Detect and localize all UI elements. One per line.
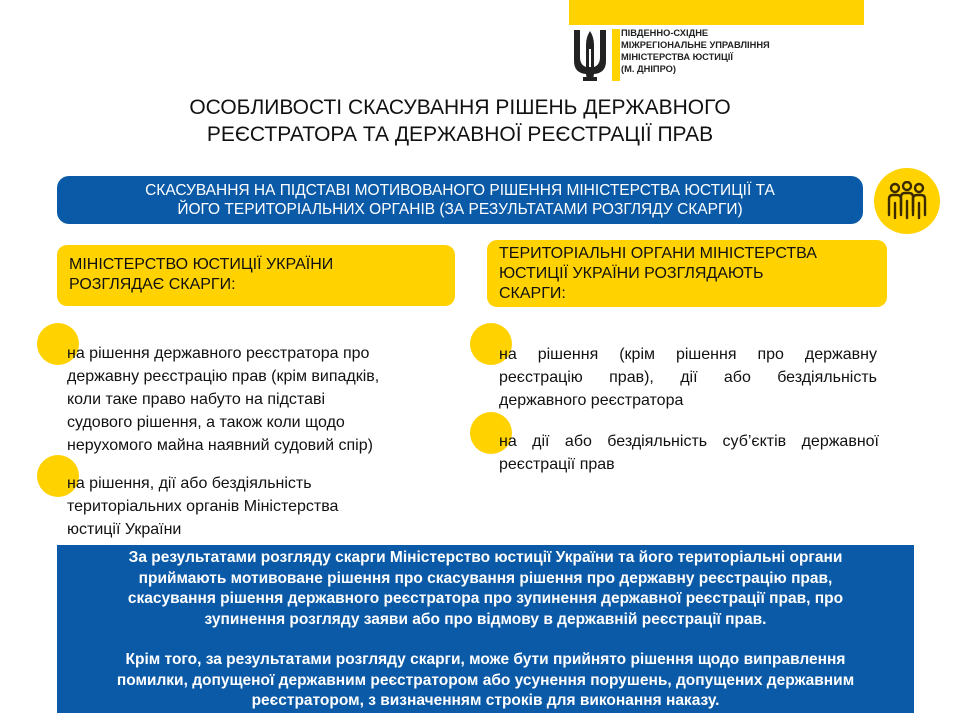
text-line: реєстрації прав xyxy=(499,456,615,473)
page-title-line: ОСОБЛИВОСТІ СКАСУВАННЯ РІШЕНЬ ДЕРЖАВНОГО xyxy=(189,96,731,119)
org-logo xyxy=(569,25,864,87)
people-group-icon xyxy=(885,181,929,221)
text-line: територіальних органів Міністерства xyxy=(67,498,339,515)
org-name-line: МІЖРЕГІОНАЛЬНЕ УПРАВЛІННЯ xyxy=(621,40,770,50)
people-badge xyxy=(874,168,940,234)
heading-line: ТЕРИТОРІАЛЬНІ ОРГАНИ МІНІСТЕРСТВА xyxy=(499,245,817,262)
heading-line: МІНІСТЕРСТВО ЮСТИЦІЇ УКРАЇНИ xyxy=(69,256,334,273)
right-item-1 xyxy=(499,343,877,412)
org-name-line: МІНІСТЕРСТВА ЮСТИЦІЇ xyxy=(621,52,733,62)
org-name-line: (М. ДНІПРО) xyxy=(621,64,677,74)
left-item-1 xyxy=(67,342,447,457)
org-name xyxy=(621,27,861,75)
heading-line: ЮСТИЦІЇ УКРАЇНИ РОЗГЛЯДАЮТЬ xyxy=(499,265,764,282)
page-title-line: РЕЄСТРАТОРА ТА ДЕРЖАВНОЇ РЕЄСТРАЦІЇ ПРАВ xyxy=(206,123,714,146)
section-banner xyxy=(57,176,863,224)
banner-line: СКАСУВАННЯ НА ПІДСТАВІ МОТИВОВАНОГО РІШЕННЯ МІНІСТЕРСТВА ЮСТИЦІЇ ТА xyxy=(145,182,775,199)
heading-line: СКАРГИ: xyxy=(499,285,566,302)
text-line: на рішення, дії або бездіяльність xyxy=(67,475,312,492)
text-line: державну реєстрацію прав (крім випадків, xyxy=(67,368,380,385)
text-line: приймають мотивоване рішення про скасування рішення про державну реєстрацію прав, xyxy=(138,569,833,587)
text-line: нерухомого майна наявний судовий спір) xyxy=(67,437,373,454)
summary-paragraph xyxy=(67,650,904,712)
text-line: реєстрацію прав), дії або бездіяльність xyxy=(499,369,877,386)
text-line: на рішення державного реєстратора про xyxy=(67,345,370,362)
summary-paragraph xyxy=(67,548,904,630)
text-line: помилки, допущеної державним реєстратором або усунення порушень, допущених державним xyxy=(116,671,855,689)
right-item-2 xyxy=(499,430,879,476)
summary-box xyxy=(57,545,914,713)
text-line: зупинення розгляду заяви або про відмову в державній реєстрації прав. xyxy=(204,610,767,628)
text-line: реєстратором, з визначенням строків для виконання наказу. xyxy=(251,692,720,709)
ministry-heading-box xyxy=(57,245,455,306)
text-line: судового рішення, а також коли щодо xyxy=(67,414,345,431)
heading-line: РОЗГЛЯДАЄ СКАРГИ: xyxy=(69,276,236,293)
text-line: скасування рішення державного реєстратора про зупинення державної реєстрації прав, про xyxy=(127,590,844,607)
text-line: на рішення (крім рішення про державну xyxy=(499,346,877,363)
page-title xyxy=(100,94,820,148)
top-accent-bar xyxy=(569,0,864,25)
left-item-2 xyxy=(67,472,447,541)
text-line: на дії або бездіяльність суб’єктів державної xyxy=(499,433,879,450)
banner-line: ЙОГО ТЕРИТОРІАЛЬНИХ ОРГАНІВ (ЗА РЕЗУЛЬТАТАМИ РОЗГЛЯДУ СКАРГИ) xyxy=(177,201,743,218)
logo-divider xyxy=(612,29,620,81)
territorial-heading-box xyxy=(487,240,887,307)
text-line: державного реєстратора xyxy=(499,392,684,409)
text-line: Крім того, за результатами розгляду скарги, може бути прийнято рішення щодо виправлення xyxy=(125,651,846,668)
trident-emblem-icon xyxy=(571,27,609,83)
org-name-line: ПІВДЕННО-СХІДНЕ xyxy=(621,28,709,38)
text-line: коли таке право набуто на підставі xyxy=(67,391,326,408)
text-line: За результатами розгляду скарги Міністерство юстиції України та його територіальні органи xyxy=(128,549,843,566)
text-line: юстиції України xyxy=(67,521,182,538)
